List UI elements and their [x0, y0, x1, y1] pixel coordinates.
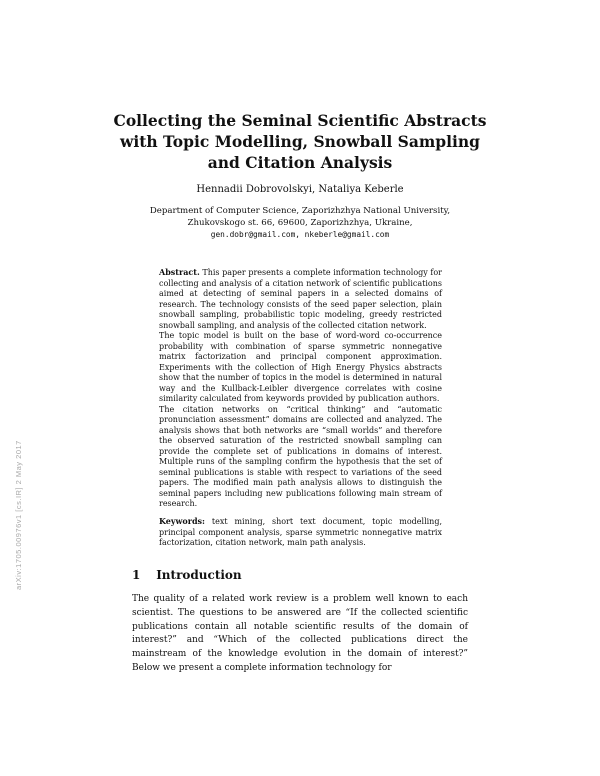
section-heading — [132, 568, 468, 582]
keywords-text: text mining, short text document, topic modelling, principal component analysis, sparse symmetric nonnegative matrix factorization, citation network, main path analysis. — [159, 517, 442, 547]
abstract-text-1: This paper presents a complete information technology for collecting and analysis of a citation network of scientific publications aimed at detecting of seminal papers in a selected domains of research. The technology consists of the seed paper selection, plain snowball sampling, probabilistic topic modeling, greedy restricted snowball sampling, and analysis of the collected citation network. — [159, 268, 443, 330]
affiliation — [110, 205, 490, 241]
affiliation-line-1: Department of Computer Science, Zaporizhzhya National University, — [149, 206, 451, 216]
abstract-paragraph-3: The citation networks on “critical thinking” and “automatic pronunciation assessment” domains are collected and analyzed. The analysis shows that both networks are “small worlds” and therefore the observed saturation of the restricted snowball sampling can provide the complete set of publications in domains of interest. Multiple runs of the sampling confirm the hypothesis that the set of seminal publications is stable with respect to variations of the seed papers. The modified main path analysis allows to distinguish the seminal papers including new publications following main stream of research. — [159, 404, 442, 508]
abstract-paragraph-2: The topic model is built on the base of word-word co-occurrence probability with combination of sparse symmetric nonnegative matrix factorization and principal component approximation. Experiments with the collection of High Energy Physics abstracts show that the number of topics in the model is determined in natural way and the Kullback-Leibler divergence correlates with cosine similarity calculated from keywords provided by publication authors. — [159, 331, 442, 403]
affiliation-line-2: Zhukovskogo st. 66, 69600, Zaporizhzhya, Ukraine, — [187, 218, 413, 228]
paper-title: Collecting the Seminal Scientific Abstracts with Topic Modelling, Snowball Sampling and Citation Analysis — [113, 111, 487, 172]
arxiv-stamp: arXiv:1705.00976v1 [cs.IR] 2 May 2017 — [14, 440, 23, 590]
section-title: Introduction — [156, 568, 242, 582]
abstract-label: Abstract. — [159, 267, 200, 277]
author-emails: gen.dobr@gmail.com, nkeberle@gmail.com — [210, 230, 390, 239]
section-number: 1 — [132, 568, 141, 582]
keywords — [159, 516, 442, 549]
abstract-paragraph-1 — [159, 267, 442, 331]
author-list: Hennadii Dobrovolskyi, Nataliya Keberle — [196, 184, 404, 195]
introduction-paragraph: The quality of a related work review is a problem well known to each scientist. The questions to be answered are “If the collected scientific publications contain all notable scientific results of the domain of interest?” and “Which of the collected publications direct the mainstream of the knowledge evolution in the domain of interest?” Below we present a complete information technology for — [132, 594, 468, 673]
abstract — [159, 267, 442, 510]
keywords-label: Keywords: — [159, 516, 206, 526]
introduction-body — [132, 593, 468, 676]
